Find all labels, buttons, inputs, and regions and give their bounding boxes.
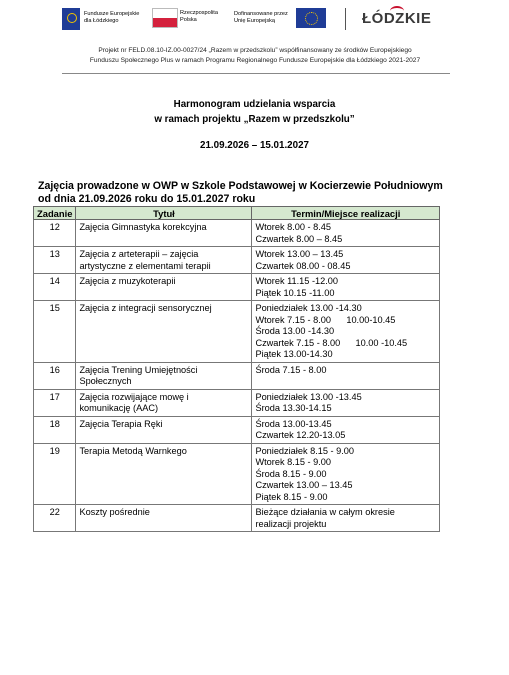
fe-logo-line2: dla Łódzkiego bbox=[84, 18, 119, 24]
schedule-line: Poniedziałek 8.15 - 9.00 bbox=[255, 445, 355, 456]
project-note bbox=[20, 46, 490, 66]
schedule-line: realizacji projektu bbox=[255, 518, 327, 529]
table-row bbox=[34, 274, 440, 301]
table-row bbox=[34, 220, 440, 247]
schedule-line: Wtorek 8.15 - 9.00 bbox=[255, 457, 332, 467]
schedule-dates: 21.09.2026 – 15.01.2027 bbox=[200, 140, 309, 151]
task-title-line: Społecznych bbox=[79, 376, 132, 386]
task-title-cell bbox=[76, 247, 252, 274]
logo-divider bbox=[345, 8, 346, 30]
eu-cofinanced-logo bbox=[234, 6, 328, 36]
task-title-cell bbox=[76, 416, 252, 443]
table-row bbox=[34, 443, 440, 505]
task-title-line: Zajęcia z integracji sensorycznej bbox=[79, 303, 212, 313]
schedule-line: Wtorek 13.00 – 13.45 bbox=[255, 249, 344, 259]
schedule-line: Środa 8.15 - 9.00 bbox=[255, 468, 327, 479]
task-title-line: Zajęcia Terapia Ręki bbox=[79, 418, 163, 429]
schedule-line: Czwartek 8.00 – 8.45 bbox=[255, 233, 343, 244]
project-note-line2: Funduszu Społecznego Plus w ramach Programu Regionalnego Fundusze Europejskie dla Łódzkiego 2021-2027 bbox=[89, 57, 421, 64]
task-title-cell bbox=[76, 220, 252, 247]
task-number-cell: 22 bbox=[34, 505, 76, 532]
header-zadanie: Zadanie bbox=[34, 207, 76, 220]
task-title-line: Zajęcia Trening Umiejętności bbox=[79, 364, 198, 375]
schedule-subtitle: w ramach projektu „Razem w przedszkolu” bbox=[154, 114, 355, 125]
task-title-cell bbox=[76, 301, 252, 363]
task-title-cell bbox=[76, 274, 252, 301]
task-schedule-cell bbox=[252, 220, 440, 247]
lodzkie-logo bbox=[362, 6, 442, 36]
table-row bbox=[34, 389, 440, 416]
eu-flag-icon bbox=[296, 8, 326, 28]
schedule-line: Wtorek 11.15 -12.00 bbox=[255, 276, 338, 286]
task-title-line: Zajęcia Gimnastyka korekcyjna bbox=[79, 222, 207, 232]
header-tytul: Tytuł bbox=[76, 207, 252, 220]
table-row bbox=[34, 247, 440, 274]
schedule-line: Bieżące działania w całym okresie bbox=[255, 507, 395, 517]
polish-flag-icon bbox=[152, 8, 178, 28]
schedule-line: Czwartek 7.15 - 8.00 10.00 -10.45 bbox=[255, 337, 408, 348]
logo-strip bbox=[62, 6, 442, 36]
lodzkie-wordmark: ŁÓDZKIE bbox=[362, 10, 432, 27]
task-schedule-cell bbox=[252, 274, 440, 301]
task-title-line: Zajęcia rozwijające mowę i bbox=[79, 391, 189, 402]
schedule-table bbox=[33, 206, 440, 532]
task-title-line: artystyczne z elementami terapii bbox=[79, 260, 211, 271]
task-title-cell bbox=[76, 443, 252, 505]
task-title-cell bbox=[76, 389, 252, 416]
task-number-cell: 17 bbox=[34, 389, 76, 416]
schedule-line: Piątek 10.15 -11.00 bbox=[255, 287, 335, 298]
task-number-cell: 16 bbox=[34, 362, 76, 389]
task-title-line: Zajęcia z arteterapii – zajęcia bbox=[79, 249, 199, 259]
task-number-cell: 15 bbox=[34, 301, 76, 363]
schedule-line: Czwartek 12.20-13.05 bbox=[255, 430, 346, 440]
task-title-cell bbox=[76, 362, 252, 389]
task-number-cell: 12 bbox=[34, 220, 76, 247]
schedule-line: Czwartek 13.00 – 13.45 bbox=[255, 480, 353, 490]
task-schedule-cell bbox=[252, 362, 440, 389]
header-divider bbox=[62, 73, 450, 74]
task-schedule-cell bbox=[252, 301, 440, 363]
schedule-line: Piątek 8.15 - 9.00 bbox=[255, 491, 328, 502]
rp-logo-line2: Polska bbox=[180, 17, 197, 23]
table-header-row bbox=[34, 207, 440, 220]
table-body bbox=[34, 220, 440, 532]
task-title-line: komunikację (AAC) bbox=[79, 403, 159, 413]
schedule-line: Piątek 13.00-14.30 bbox=[255, 349, 333, 359]
task-number-cell: 14 bbox=[34, 274, 76, 301]
table-row bbox=[34, 301, 440, 363]
rp-logo-line1: Rzeczpospolita bbox=[180, 10, 218, 16]
schedule-line: Środa 13.30-14.15 bbox=[255, 403, 332, 413]
ue-logo-line1: Dofinansowane przez bbox=[234, 11, 288, 17]
schedule-line: Środa 13.00 -14.30 bbox=[255, 326, 335, 336]
schedule-line: Środa 7.15 - 8.00 bbox=[255, 364, 327, 375]
fe-emblem-icon bbox=[62, 8, 80, 30]
schedule-line: Poniedziałek 13.00 -13.45 bbox=[255, 391, 362, 402]
table-row bbox=[34, 505, 440, 532]
schedule-line: Poniedziałek 13.00 -14.30 bbox=[255, 303, 362, 313]
task-title-cell bbox=[76, 505, 252, 532]
project-note-line1: Projekt nr FELD.08.10-IZ.00-0027/24 „Razem w przedszkolu” współfinansowany ze środków Europejskiego bbox=[98, 47, 412, 54]
schedule-line: Środa 13.00-13.45 bbox=[255, 418, 332, 429]
header-termin: Termin/Miejsce realizacji bbox=[252, 207, 440, 220]
ue-logo-line2: Unię Europejską bbox=[234, 18, 276, 24]
task-number-cell: 13 bbox=[34, 247, 76, 274]
schedule-line: Czwartek 08.00 - 08.45 bbox=[255, 260, 351, 271]
task-schedule-cell bbox=[252, 505, 440, 532]
fundusze-europejskie-logo bbox=[62, 6, 142, 36]
task-schedule-cell bbox=[252, 416, 440, 443]
rzeczpospolita-logo bbox=[152, 6, 232, 36]
section-heading-line1: Zajęcia prowadzone w OWP w Szkole Podstawowej w Kocierzewie Południowym bbox=[38, 180, 443, 192]
schedule-title: Harmonogram udzielania wsparcia bbox=[173, 99, 336, 110]
task-schedule-cell bbox=[252, 389, 440, 416]
fe-logo-line1: Fundusze Europejskie bbox=[84, 11, 140, 17]
table-row bbox=[34, 362, 440, 389]
schedule-line: Wtorek 7.15 - 8.00 10.00-10.45 bbox=[255, 314, 396, 325]
task-number-cell: 18 bbox=[34, 416, 76, 443]
task-title-line: Zajęcia z muzykoterapii bbox=[79, 276, 176, 286]
task-title-line: Koszty pośrednie bbox=[79, 507, 150, 517]
schedule-line: Wtorek 8.00 - 8.45 bbox=[255, 222, 332, 232]
task-number-cell: 19 bbox=[34, 443, 76, 505]
task-title-line: Terapia Metodą Warnkego bbox=[79, 445, 187, 456]
task-schedule-cell bbox=[252, 247, 440, 274]
task-schedule-cell bbox=[252, 443, 440, 505]
table-row bbox=[34, 416, 440, 443]
section-heading-line2: od dnia 21.09.2026 roku do 15.01.2027 roku bbox=[38, 193, 256, 205]
